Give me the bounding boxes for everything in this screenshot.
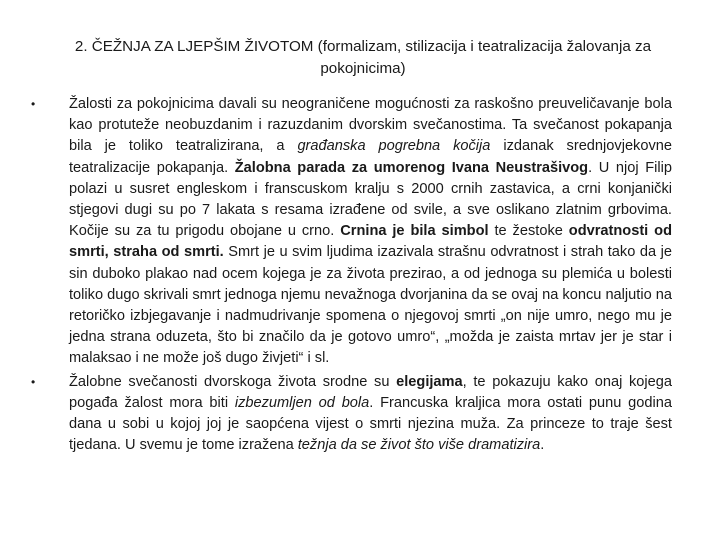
p1-text-1: Žalosti za pokojnicima davali su neograničene mogućnosti za raskošno preuveličavanje bola kao protuteže neobuzdanim i razuzdanim dvorskim svečanostima. Ta svečanost pokapanja bila je toliko teatralizirana, a [69,96,672,155]
p2-bold-elegies: elegijama [396,373,463,390]
p1-bold-symbol: Crnina je bila simbol [340,223,489,240]
p2-italic-grief: izbezumljen od bola [234,394,370,411]
bullet-item-2 [31,372,672,457]
bullet-list [0,94,720,456]
p2-text-3: . Francuska kraljica mora ostati punu godina dana u sobi u kojoj joj je saopćena vijest o smrti njezina muža. Za princeze to traje šest tjedana. U svemu je tome izražena [69,394,672,454]
p1-text-5: Smrt je u svim ljudima izazivala strašnu odvratnost i strah tako da je sin duboko plakao nad ocem kojega je za života prezirao, a od jednoga su plemića u bolesti toliko dugo skrivali smrt jednoga njemu nevažnoga dvorjanina da se ovaj na koncu naljutio na retoričko izbjegavanje i nadmudrivanje spomena o njegovoj smrti „on nije umro, nego mu je jedna strana oduzeta, što bi značilo da je gotovo umro“, „možda je zaista mrtav jer je star i malaksao i ne može još dugo živjeti“ i sl. [69,244,672,367]
p1-text-4: te žestoke [488,223,569,240]
p1-bold-fear: odvratnosti od smrti, straha od smrti. [69,223,672,261]
bullet-dot-icon: • [31,97,36,111]
p2-text-2: , te pokazuju kako onaj kojega pogađa žalost mora biti [69,373,672,411]
slide-title: 2. ČEŽNJA ZA LJEPŠIM ŽIVOTOM (formalizam, stilizacija i teatralizacija žalovanja za pokojnicima) [74,38,652,77]
p1-bold-parade: Žalobna parada za umorenog Ivana Neustrašivog [234,159,589,176]
p1-text-2: izdanak srednjovjekovne teatralizacije pokapanja. [69,138,672,176]
bullet-item-1 [31,94,672,370]
p2-italic-drama: težnja da se život što više dramatizira [297,437,541,454]
p2-text-1: Žalobne svečanosti dvorskoga života srodne su [69,373,397,390]
p1-italic-carriage: građanska pogrebna kočija [297,138,491,155]
p1-text-3: . U njoj Filip polazi u susret engleskom i franscuskom kralju s 2000 crnih zastavica, a crni konjanički stjegovi dugi su po 7 lakata s resama izrađene od svile, a sve oslikano zlatnim grbovima. Kočije su za tu prigodu obojane u crno. [69,159,672,240]
bullet-dot-icon: • [31,374,36,389]
p2-text-4: . [540,437,545,454]
